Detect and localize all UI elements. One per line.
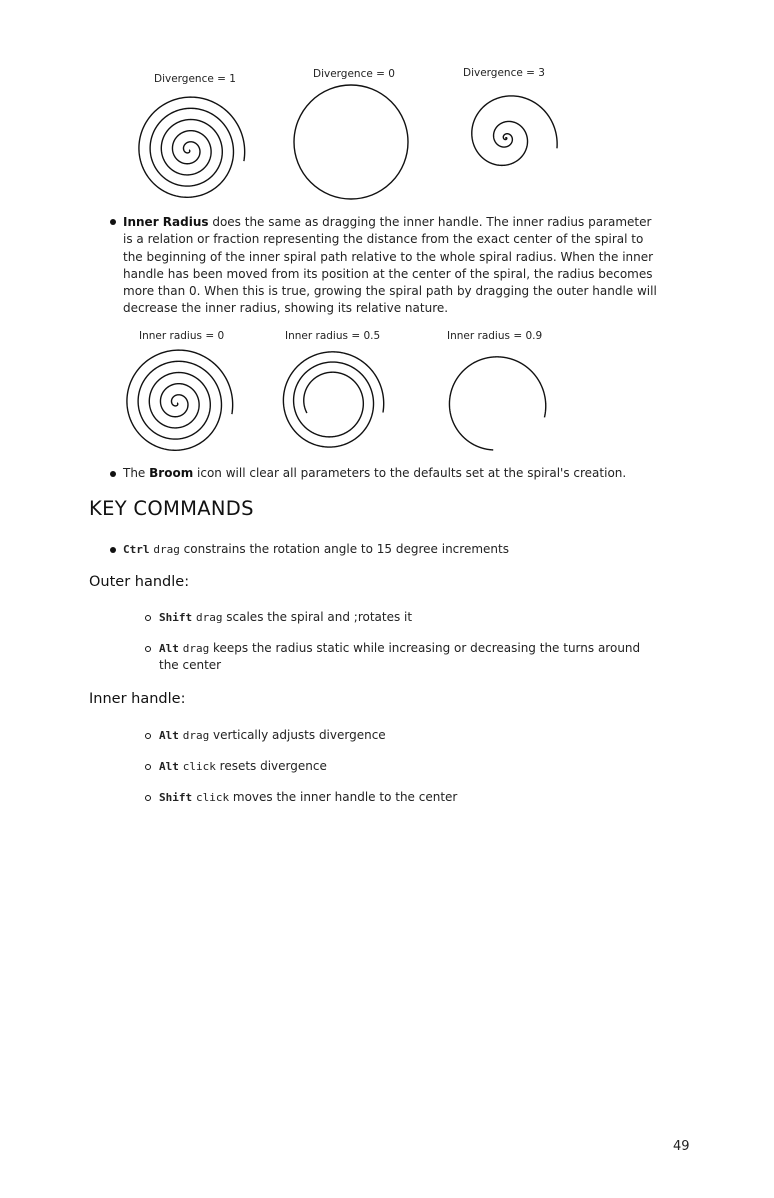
outer-alt-text: keeps the radius static while increasing or decreasing the turns around [209, 641, 641, 655]
inner-radius-label-1: Inner radius = 0 [139, 330, 225, 342]
bullet [110, 547, 116, 553]
circle-bullet [145, 733, 151, 739]
shift-key: Shift [159, 791, 193, 804]
inner-radius-label-3: Inner radius = 0.9 [447, 330, 543, 342]
alt-key: Alt [159, 642, 179, 655]
broom-pre: The [123, 466, 150, 480]
circle-bullet [145, 795, 151, 801]
ctrl-command [123, 541, 509, 558]
spiral-inner-radius-0-5 [283, 352, 383, 447]
inner-alt-click-command [159, 758, 327, 775]
divergence-label-1: Divergence = 1 [154, 73, 236, 85]
click-action: click [195, 791, 230, 804]
circle-bullet [145, 615, 151, 621]
inner-shift-click-command [159, 789, 457, 806]
divergence-label-2: Divergence = 0 [313, 68, 395, 80]
broom-post: icon will clear all parameters to the defaults set at the spiral's creation. [193, 466, 627, 480]
ctrl-key: Ctrl [123, 543, 150, 556]
drag-action: drag [182, 642, 210, 655]
divergence-label-3: Divergence = 3 [463, 67, 545, 79]
outer-shift-command [159, 609, 412, 626]
inner-radius-figure [0, 0, 774, 470]
spiral-inner-radius-0 [127, 350, 233, 450]
alt-key: Alt [159, 760, 179, 773]
inner-alt-drag-command [159, 727, 386, 744]
ctrl-text: constrains the rotation angle to 15 degree increments [179, 542, 509, 556]
drag-action: drag [195, 611, 223, 624]
ctrl-action: drag [153, 543, 180, 556]
broom-paragraph [123, 465, 663, 482]
shift-key: Shift [159, 611, 193, 624]
page-number: 49 [673, 1139, 690, 1154]
circle-bullet [145, 646, 151, 652]
outer-alt-command [159, 640, 640, 657]
alt-key: Alt [159, 729, 179, 742]
spiral-inner-radius-0-9 [449, 357, 545, 450]
click-action: click [182, 760, 216, 773]
inner-radius-label-2: Inner radius = 0.5 [285, 330, 381, 342]
inner-alt-click-text: resets divergence [215, 759, 327, 773]
inner-alt-drag-text: vertically adjusts divergence [209, 728, 386, 742]
outer-shift-text: scales the spiral and ;rotates it [222, 610, 413, 624]
inner-shift-click-text: moves the inner handle to the center [229, 790, 458, 804]
bullet [110, 471, 116, 477]
inner-radius-text: does the same as dragging the inner handle. The inner radius parameter is a relation or fraction representing the distance from the exact center of the spiral to the beginning of the inner spiral path relative to the whole spiral radius. When the inner handle has been moved from its position at the center of the spiral, the radius becomes more than 0. When this is true, growing the spiral path by dragging the outer handle will decrease the inner radius, showing its relative nature. [123, 215, 657, 316]
outer-alt-text-cont: the center [159, 658, 222, 672]
inner-handle-heading: Inner handle: [89, 691, 186, 707]
drag-action: drag [182, 729, 210, 742]
inner-radius-term: Inner Radius [123, 215, 209, 229]
key-commands-heading: KEY COMMANDS [89, 497, 254, 520]
circle-bullet [145, 764, 151, 770]
broom-term: Broom [149, 466, 194, 480]
outer-handle-heading: Outer handle: [89, 574, 190, 590]
